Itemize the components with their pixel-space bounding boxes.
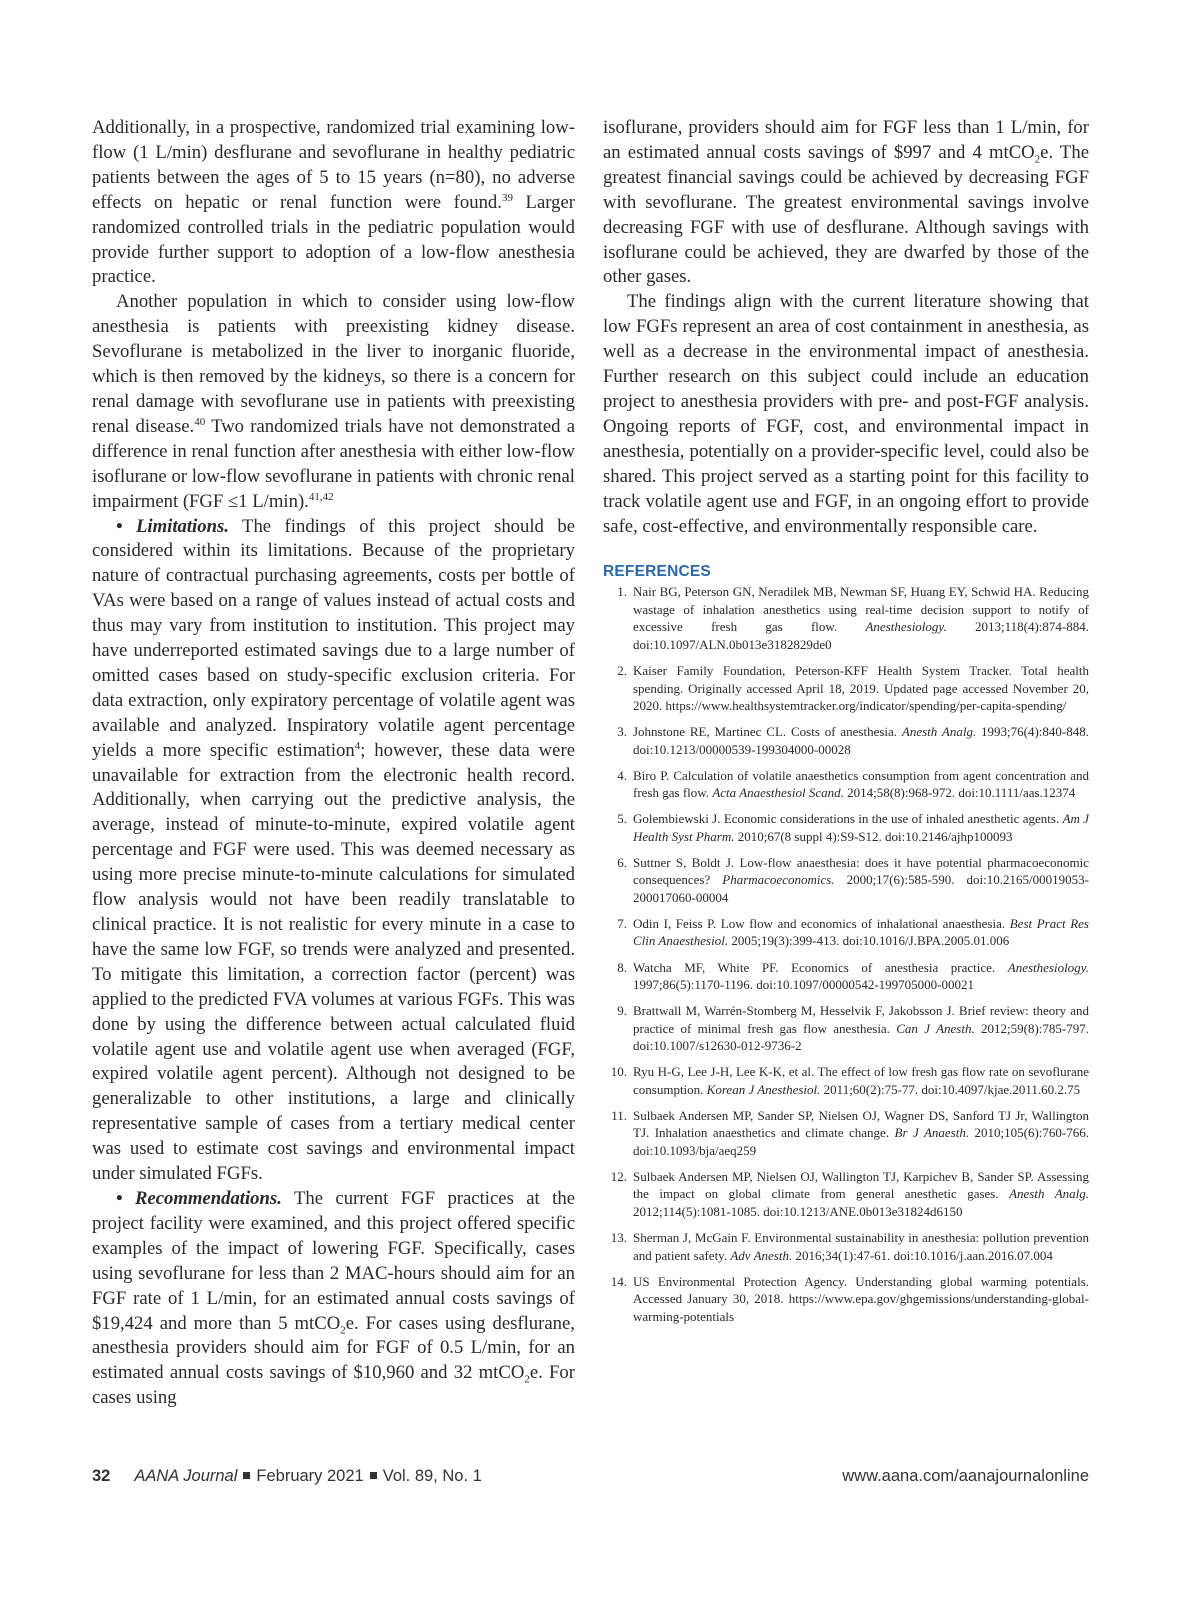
reference-number: 2.	[617, 663, 627, 678]
reference-text: Nair BG, Peterson GN, Neradilek MB, Newman SF, Huang EY, Schwid HA. Reducing wastage of inhalation anesthetics using real-time decision support to notify of excessive fresh gas flow.	[633, 584, 1089, 635]
reference-text: Golembiewski J. Economic considerations in the use of inhaled anesthetic agents.	[633, 811, 1063, 827]
footer-left	[92, 1467, 482, 1486]
separator-square	[370, 1472, 377, 1479]
reference-journal: Anesth Analg.	[1009, 1186, 1089, 1202]
volume: Vol. 89, No. 1	[382, 1467, 482, 1485]
reference-number: 11.	[611, 1107, 627, 1123]
reference-text: 2000;17(6):585-590. doi:10.2165/00019053-200017060-00004	[633, 872, 1089, 905]
reference-item	[603, 583, 1089, 653]
limitations-paragraph: • Limitations. The findings of this project should be considered within its limitations. Because of the proprietary nature of contractual purchasing agreements, costs per bottle of VAs were based on a range of values instead of actual costs and thus may vary from institution to institution. This project may have underreported estimated savings due to a large number of omitted cases based on study-specific exclusion criteria. For data extraction, only expiratory percentage of volatile agent was available and analyzed. Inspiratory volatile agent percentage yields a more specific estimation$^4$; however, these data were unavailable for extraction from the electronic health record. Additionally, when carrying out the predictive analysis, the average, instead of minute-to-minute, expired volatile agent percentage and FGF were used. This was deemed necessary as using more precise minute-to-minute calculations for simulated flow analysis would not have been readily translatable to clinical practice. It is not realistic for every minute in a case to have the same low FGF, so trends were analyzed and presented. To mitigate this limitation, a correction factor (percent) was applied to the predicted FVA volumes at various FGFs. This was done by using the difference between actual calculated fluid volatile agent use and volatile agent use when averaged (FGF, expired volatile agent percent). Although not designed to be generalizable to other institutions, a large and clinically representative sample of cases from a tertiary medical center was used to estimate cost savings and environmental impact under simulated FGFs.	[92, 515, 575, 1185]
left-column	[92, 116, 575, 1411]
reference-text: Sulbaek Andersen MP, Nielsen OJ, Wallington TJ, Karpichev B, Sander SP. Assessing the impact on global climate from general anesthetic gases.	[633, 1168, 1089, 1202]
reference-text: Biro P. Calculation of volatile anaesthetics consumption from agent concentration and fresh gas flow.	[633, 767, 1089, 801]
reference-item	[603, 854, 1089, 907]
reference-journal: Anesthesiology.	[1007, 959, 1089, 975]
reference-text: Ryu H-G, Lee J-H, Lee K-K, et al. The effect of low fresh gas flow rate on sevoflurane consumption.	[633, 1064, 1089, 1097]
reference-item	[603, 810, 1089, 845]
reference-text: Suttner S, Boldt J. Low-flow anaesthesia: does it have potential pharmacoeconomic consequences?	[633, 854, 1089, 888]
right-column	[603, 116, 1089, 1334]
page-number: 32	[92, 1467, 111, 1485]
reference-number: 5.	[617, 811, 627, 827]
reference-number: 8.	[617, 959, 627, 975]
reference-journal: Korean J Anesthesiol.	[706, 1081, 821, 1097]
reference-item	[603, 662, 1089, 715]
separator-square	[243, 1472, 250, 1479]
journal-name: AANA Journal	[134, 1467, 238, 1485]
reference-item	[603, 1002, 1089, 1055]
reference-text: 2010;105(6):760-766. doi:10.1093/bja/aeq259	[633, 1125, 1089, 1158]
references-heading: REFERENCES	[603, 563, 711, 581]
references-list	[603, 583, 1089, 1325]
reference-item	[603, 723, 1089, 758]
footer-url[interactable]: www.aana.com/aanajournalonline	[842, 1467, 1089, 1485]
reference-journal: Acta Anaesthesiol Scand.	[712, 785, 844, 801]
reference-text: Sherman J, McGain F. Environmental sustainability in anesthesia: pollution prevention and patient safety.	[633, 1230, 1089, 1263]
reference-text: Johnstone RE, Martinec CL. Costs of anesthesia.	[633, 724, 902, 740]
paragraph: The findings align with the current literature showing that low FGFs represent an area of cost containment in anesthesia, as well as a decrease in the environmental impact of anesthesia. Further research on this subject could include an education project to anesthesia providers with pre- and post-FGF analysis. Ongoing reports of FGF, cost, and environmental impact in anesthesia, potentially on a provider-specific level, could also be shared. This project served as a starting point for this facility to track volatile agent use and FGF, in an ongoing effort to provide safe, cost-effective, and environmentally responsible care.	[603, 291, 1089, 537]
reference-journal: Can J Anesth.	[896, 1020, 975, 1036]
reference-text: 2010;67(8 suppl 4):S9-S12. doi:10.2146/ajhp100093	[734, 828, 1013, 844]
reference-text: 2005;19(3):399-413. doi:10.1016/J.BPA.2005.01.006	[728, 933, 1010, 949]
reference-number: 10.	[610, 1064, 627, 1080]
issue-date: February 2021	[256, 1467, 364, 1485]
reference-journal: Anesthesiology.	[865, 619, 947, 635]
reference-item	[603, 915, 1089, 950]
reference-item	[603, 1273, 1089, 1326]
reference-text: 2012;114(5):1081-1085. doi:10.1213/ANE.0b013e31824d6150	[633, 1203, 963, 1219]
reference-number: 6.	[617, 854, 627, 870]
reference-text: 2012;59(8):785-797. doi:10.1007/s12630-012-9736-2	[633, 1020, 1090, 1054]
recommendations-paragraph: • Recommendations. The current FGF practices at the project facility were examined, and this project offered specific examples of the impact of lowering FGF. Specifically, cases using sevoflurane for less than 2 MAC-hours should aim for an FGF rate of 1 L/min, for an estimated annual costs savings of $19,424 and more than 5 mtCO$_2$e. For cases using desflurane, anesthesia providers should aim for FGF of 0.5 L/min, for an estimated annual costs savings of $10,960 and 32 mtCO$_2$e. For cases using	[92, 1187, 575, 1409]
reference-journal: Best Pract Res Clin Anaesthesiol.	[633, 915, 1089, 949]
reference-number: 3.	[617, 724, 627, 740]
reference-text: Watcha MF, White PF. Economics of anesthesia practice.	[633, 959, 1008, 975]
reference-journal: Br J Anaesth.	[894, 1125, 970, 1141]
reference-item	[603, 767, 1089, 802]
paragraph: Another population in which to consider using low-flow anesthesia is patients with preexisting kidney disease. Sevoflurane is metabolized in the liver to inorganic fluoride, which is then removed by the kidneys, so there is a concern for renal damage with sevoflurane use in patients with preexisting renal disease.$^{40}$ Two randomized trials have not demonstrated a difference in renal function after anesthesia with either low-flow isoflurane or low-flow sevoflurane in patients with chronic renal impairment (FGF ≤1 L/min).$^{41,42}$	[92, 291, 576, 512]
reference-text: 2014;58(8):968-972. doi:10.1111/aas.12374	[843, 785, 1076, 801]
reference-item	[603, 1229, 1089, 1264]
reference-text: 1997;86(5):1170-1196. doi:10.1097/00000542-199705000-00021	[633, 977, 974, 993]
reference-journal: Am J Health Syst Pharm.	[633, 811, 1090, 844]
paragraph: isoflurane, providers should aim for FGF less than 1 L/min, for an estimated annual costs savings of $997 and 4 mtCO$_2$e. The greatest financial savings could be achieved by decreasing FGF with sevoflurane. The greatest environmental savings involve decreasing FGF with use of desflurane. Although savings with isoflurane could be achieved, they are dwarfed by those of the other gases.	[603, 117, 1089, 288]
reference-number: 9.	[617, 1003, 627, 1019]
reference-text: Sulbaek Andersen MP, Sander SP, Nielsen OJ, Wagner DS, Sanford TJ Jr, Wallington TJ. Inhalation anaesthetics and climate change.	[633, 1107, 1089, 1141]
reference-text: 1993;76(4):840-848. doi:10.1213/00000539-199304000-00028	[633, 724, 1089, 757]
reference-number: 1.	[617, 584, 627, 600]
reference-text: 2011;60(2):75-77. doi:10.4097/kjae.2011.60.2.75	[820, 1081, 1081, 1097]
reference-text: Odin I, Feiss P. Low flow and economics of inhalational anaesthesia.	[633, 915, 1010, 931]
reference-number: 13.	[610, 1230, 627, 1246]
reference-number: 14.	[610, 1273, 627, 1289]
paragraph: Additionally, in a prospective, randomized trial examining low-flow (1 L/min) desflurane and sevoflurane in healthy pediatric patients between the ages of 5 to 15 years (n=80), no adverse effects on hepatic or renal function were found.$^{39}$ Larger randomized controlled trials in the pediatric population would provide further support to adoption of a low-flow anesthesia practice.	[92, 117, 575, 288]
reference-number: 12.	[610, 1168, 627, 1184]
reference-item	[603, 1168, 1089, 1221]
reference-number: 7.	[617, 915, 627, 931]
reference-text: Brattwall M, Warrén-Stomberg M, Hesselvik F, Jakobsson J. Brief review: theory and practice of minimal fresh gas flow anesthesia.	[633, 1003, 1089, 1036]
recommendations-heading: • Recommendations.	[116, 1187, 282, 1209]
reference-item	[603, 959, 1089, 994]
reference-journal: Pharmacoeconomics.	[722, 872, 835, 888]
reference-journal: Adv Anesth.	[730, 1247, 793, 1263]
reference-text: Kaiser Family Foundation, Peterson-KFF Health System Tracker. Total health spending. Originally accessed April 18, 2019. Updated page accessed November 20, 2020. https://www.healthsystemtracker.org/indicator/spending/per-capita-spending/	[633, 663, 1089, 713]
reference-journal: Anesth Analg.	[901, 724, 977, 740]
reference-number: 4.	[617, 767, 627, 783]
reference-text: 2016;34(1):47-61. doi:10.1016/j.aan.2016.07.004	[792, 1247, 1053, 1263]
limitations-heading: • Limitations.	[116, 515, 229, 537]
reference-item	[603, 1063, 1089, 1098]
reference-text: US Environmental Protection Agency. Understanding global warming potentials. Accessed January 30, 2018. https://www.epa.gov/ghgemissions/understanding-global-warming-potentials	[633, 1273, 1089, 1324]
reference-text: 2013;118(4):874-884. doi:10.1097/ALN.0b013e3182829de0	[633, 619, 1089, 652]
reference-item	[603, 1107, 1089, 1160]
